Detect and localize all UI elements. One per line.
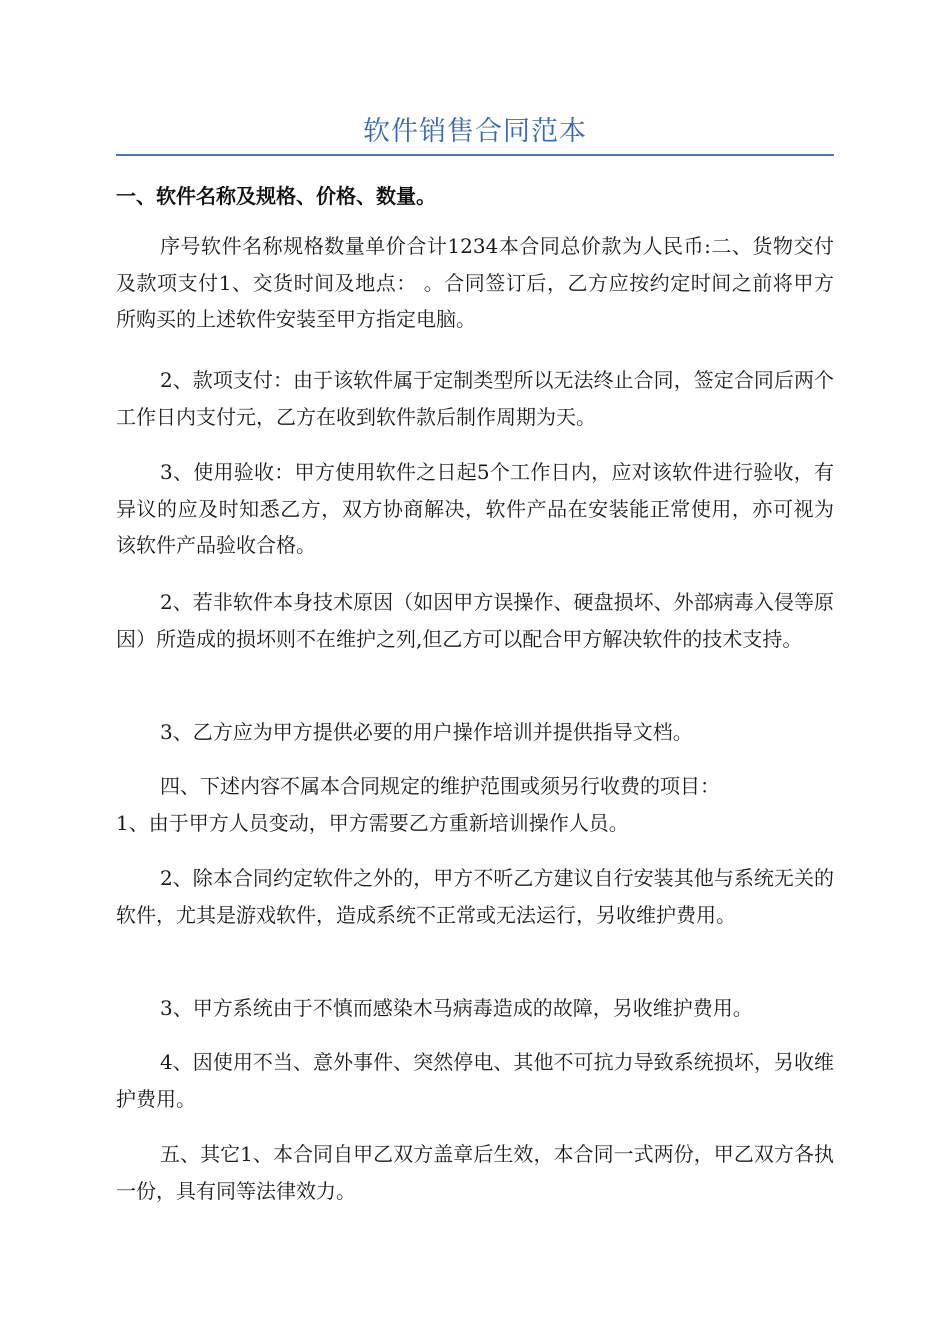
paragraph-damage: 2、若非软件本身技术原因（如因甲方误操作、硬盘损坏、外部病毒入侵等原因）所造成的损坏则不在维护之列,但乙方可以配合甲方解决软件的技术支持。 — [116, 590, 834, 651]
paragraph-payment: 2、款项支付：由于该软件属于定制类型所以无法终止合同，签定合同后两个工作日内支付元，乙方在收到软件款后制作周期为天。 — [116, 368, 834, 429]
section-4-line-1: 四、下述内容不属本合同规定的维护范围或须另行收费的项目： — [160, 774, 720, 798]
title-underline — [116, 154, 834, 156]
document-title: 软件销售合同范本 — [363, 116, 587, 147]
section-4-block — [116, 768, 834, 841]
paragraph-training: 3、乙方应为甲方提供必要的用户操作培训并提供指导文档。 — [160, 720, 693, 744]
paragraph-other-terms: 五、其它1、本合同自甲乙双方盖章后生效，本合同一式两份，甲乙双方各执一份，具有同等法律效力。 — [116, 1142, 834, 1203]
paragraph-virus: 3、甲方系统由于不慎而感染木马病毒造成的故障，另收维护费用。 — [160, 996, 753, 1020]
paragraph-acceptance: 3、使用验收：甲方使用软件之日起5个工作日内，应对该软件进行验收，有异议的应及时知悉乙方，双方协商解决，软件产品在安装能正常使用，亦可视为该软件产品验收合格。 — [116, 460, 834, 557]
paragraph-improper-use: 4、因使用不当、意外事件、突然停电、其他不可抗力导致系统损坏，另收维护费用。 — [116, 1050, 834, 1111]
paragraph-other-software: 2、除本合同约定软件之外的，甲方不听乙方建议自行安装其他与系统无关的软件，尤其是游戏软件，造成系统不正常或无法运行，另收维护费用。 — [116, 866, 834, 927]
paragraph-delivery: 序号软件名称规格数量单价合计1234本合同总价款为人民币:二、货物交付及款项支付1、交货时间及地点： 。合同签订后，乙方应按约定时间之前将甲方所购买的上述软件安装至甲方指定电脑。 — [116, 234, 834, 331]
section-4-line-2: 1、由于甲方人员变动，甲方需要乙方重新培训操作人员。 — [116, 810, 629, 835]
section-1-heading: 一、软件名称及规格、价格、数量。 — [116, 184, 436, 208]
